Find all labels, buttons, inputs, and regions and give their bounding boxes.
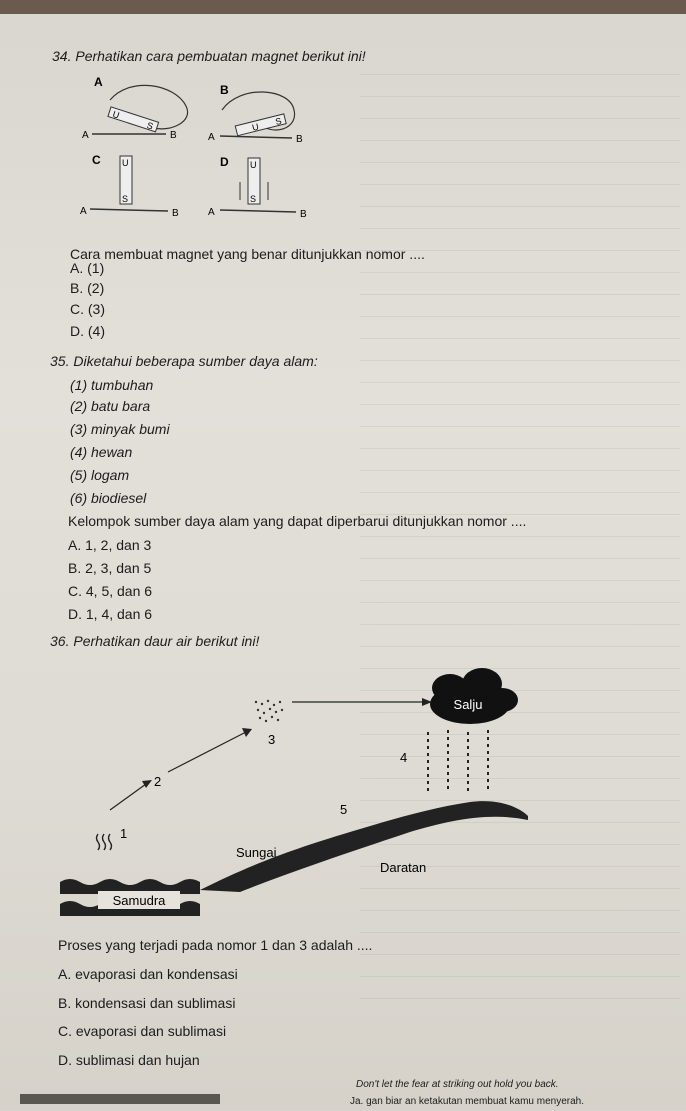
label-c: C (92, 153, 101, 167)
q34-option-c[interactable]: C. (3) (70, 301, 105, 317)
iron-bar-b (220, 136, 292, 138)
q34-option-b[interactable]: B. (2) (70, 280, 105, 296)
q36-prompt: Proses yang terjadi pada nomor 1 dan 3 adalah .... (58, 937, 373, 953)
q34-stem: 34. Perhatikan cara pembuatan magnet berikut ini! (52, 48, 366, 64)
svg-text:S: S (122, 194, 129, 204)
q35-option-b[interactable]: B. 2, 3, dan 5 (68, 560, 152, 576)
water-cycle-diagram (50, 660, 540, 930)
q35-item-3: (3) minyak bumi (70, 421, 170, 437)
precipitation-lines (428, 730, 488, 792)
q34-option-d[interactable]: D. (4) (70, 323, 105, 339)
label-5: 5 (340, 802, 348, 817)
label-3: 3 (268, 732, 276, 747)
q35-item-2: (2) batu bara (70, 398, 151, 414)
iron-bar-d (220, 210, 296, 212)
bar-magnet-a (108, 107, 159, 133)
label-samudra: Samudra (112, 893, 166, 908)
label-4: 4 (400, 750, 408, 765)
svg-text:A: A (208, 207, 215, 218)
top-edge (0, 0, 686, 14)
iron-bar-c (90, 209, 168, 211)
q35-item-5: (5) logam (70, 467, 130, 483)
label-b: B (220, 83, 229, 97)
svg-text:B: B (300, 209, 307, 220)
svg-text:S: S (274, 115, 283, 127)
evaporation-icon (97, 834, 112, 850)
q36-option-b[interactable]: B. kondensasi dan sublimasi (58, 995, 236, 1011)
q34-prompt: Cara membuat magnet yang benar ditunjukkan nomor .... (70, 246, 425, 262)
q35-option-d[interactable]: D. 1, 4, dan 6 (68, 606, 153, 622)
footer-quote-id: Ja. gan biar an ketakutan membuat kamu menyerah. (350, 1096, 585, 1107)
label-2: 2 (154, 774, 162, 789)
bar-magnet-b (235, 114, 286, 137)
q35-prompt: Kelompok sumber daya alam yang dapat diperbarui ditunjukkan nomor .... (68, 513, 527, 529)
q36-option-d[interactable]: D. sublimasi dan hujan (58, 1052, 200, 1068)
svg-text:A: A (80, 206, 87, 217)
footer-bar (20, 1094, 220, 1104)
magnet-figure (70, 70, 330, 230)
q35-item-1: (1) tumbuhan (70, 377, 154, 393)
q35-option-c[interactable]: C. 4, 5, dan 6 (68, 583, 153, 599)
label-daratan: Daratan (380, 860, 427, 875)
q35-option-a[interactable]: A. 1, 2, dan 3 (68, 537, 152, 553)
label-d: D (220, 155, 229, 169)
svg-text:U: U (251, 121, 260, 133)
footer-quote-en: Don't let the fear at striking out hold you back. (356, 1079, 559, 1090)
label-a: A (94, 75, 103, 89)
q35-stem: 35. Diketahui beberapa sumber daya alam: (50, 353, 318, 369)
q35-item-4: (4) hewan (70, 444, 133, 460)
svg-text:B: B (170, 130, 177, 141)
arrow-2 (168, 732, 246, 772)
svg-text:U: U (250, 160, 257, 170)
q36-stem: 36. Perhatikan daur air berikut ini! (50, 633, 260, 649)
q36-option-a[interactable]: A. evaporasi dan kondensasi (58, 966, 238, 982)
svg-text:A: A (82, 130, 89, 141)
svg-text:A: A (208, 132, 215, 143)
arrow-1 (110, 784, 146, 810)
svg-text:B: B (172, 208, 179, 219)
q35-item-6: (6) biodiesel (70, 490, 147, 506)
label-salju: Salju (453, 697, 483, 712)
svg-text:S: S (145, 120, 155, 132)
svg-text:U: U (122, 158, 129, 168)
label-sungai: Sungai (236, 845, 277, 860)
vapour-dots (255, 700, 283, 722)
snow-cloud (430, 668, 518, 724)
svg-text:S: S (250, 194, 257, 204)
q36-option-c[interactable]: C. evaporasi dan sublimasi (58, 1023, 227, 1039)
svg-text:U: U (111, 109, 121, 121)
q34-option-a[interactable]: A. (1) (70, 260, 105, 276)
label-1: 1 (120, 826, 128, 841)
svg-text:B: B (296, 134, 303, 145)
